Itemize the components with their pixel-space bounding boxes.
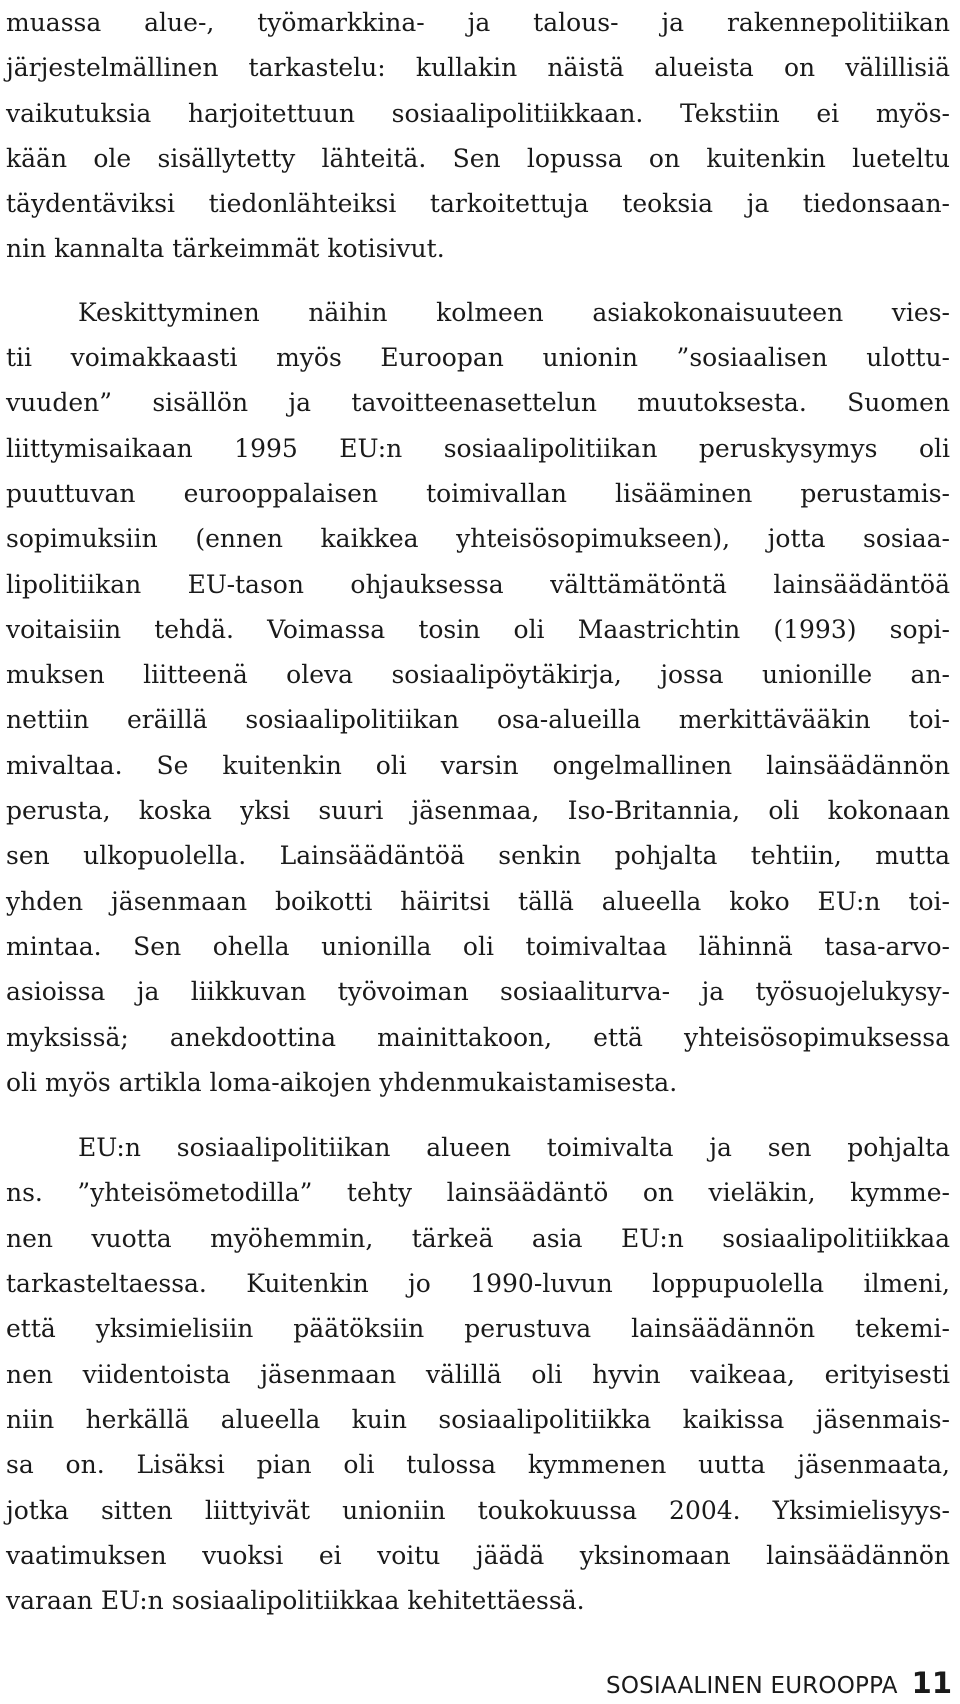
text-line: jotka sitten liittyivät unioniin toukokuussa 2004. Yksimielisyys- [6,1495,950,1525]
text-line: ns. ”yhteisömetodilla” tehty lainsäädäntö on vieläkin, kymme- [6,1178,950,1208]
text-line: myksissä; anekdoottina mainittakoon, että yhteisösopimuksessa [6,1022,950,1052]
text-line: niin herkällä alueella kuin sosiaalipolitiikka kaikissa jäsenmais- [6,1404,950,1434]
running-head: SOSIAALINEN EUROOPPA [606,1673,898,1699]
text-line: varaan EU:n sosiaalipolitiikkaa kehitettäessä. [6,1586,585,1616]
text-line: täydentäviksi tiedonlähteiksi tarkoitettuja teoksia ja tiedonsaan- [6,189,950,219]
text-line: kään ole sisällytetty lähteitä. Sen lopussa on kuitenkin lueteltu [6,143,950,173]
text-line: puuttuvan eurooppalaisen toimivallan lisääminen perustamis- [6,478,950,508]
text-line: sopimuksiin (ennen kaikkea yhteisösopimukseen), jotta sosiaa- [6,524,950,554]
text-line: voitaisiin tehdä. Voimassa tosin oli Maastrichtin (1993) sopi- [6,614,950,644]
text-line: nettiin eräillä sosiaalipolitiikan osa-alueilla merkittävääkin toi- [6,705,950,735]
text-line: oli myös artikla loma-aikojen yhdenmukaistamisesta. [6,1067,678,1097]
paragraph-2 [6,290,950,1105]
text-line: lipolitiikan EU-tason ohjauksessa välttämätöntä lainsäädäntöä [6,569,950,599]
text-line: tarkasteltaessa. Kuitenkin jo 1990-luvun loppupuolella ilmeni, [6,1269,950,1299]
page-body [6,0,950,1623]
paragraph-1 [6,0,950,272]
text-line: järjestelmällinen tarkastelu: kullakin näistä alueista on välillisiä [6,53,950,83]
text-line: sa on. Lisäksi pian oli tulossa kymmenen uutta jäsenmaata, [6,1450,950,1480]
text-line: että yksimielisiin päätöksiin perustuva lainsäädännön tekemi- [6,1314,950,1344]
text-line: perusta, koska yksi suuri jäsenmaa, Iso-Britannia, oli kokonaan [6,796,950,826]
page-footer [606,1666,952,1700]
text-line: nen viidentoista jäsenmaan välillä oli hyvin vaikeaa, erityisesti [6,1359,950,1389]
text-line: vaatimuksen vuoksi ei voitu jäädä yksinomaan lainsäädännön [6,1540,950,1570]
text-line: muksen liitteenä oleva sosiaalipöytäkirja, jossa unionille an- [6,660,950,690]
text-line: asioissa ja liikkuvan työvoiman sosiaaliturva- ja työsuojelukysy- [6,977,950,1007]
text-line: yhden jäsenmaan boikotti häiritsi tällä alueella koko EU:n toi- [6,886,950,916]
text-line: vaikutuksia harjoitettuun sosiaalipolitiikkaan. Tekstiin ei myös- [6,98,950,128]
text-line: mivaltaa. Se kuitenkin oli varsin ongelmallinen lainsäädännön [6,750,950,780]
page-number: 11 [911,1666,952,1700]
text-line: EU:n sosiaalipolitiikan alueen toimivalta ja sen pohjalta [78,1133,950,1163]
text-line: liittymisaikaan 1995 EU:n sosiaalipolitiikan peruskysymys oli [6,433,950,463]
text-line: mintaa. Sen ohella unionilla oli toimivaltaa lähinnä tasa-arvo- [6,931,950,961]
text-line: muassa alue-, työmarkkina- ja talous- ja rakennepolitiikan [6,8,950,37]
paragraph-3 [6,1125,950,1623]
text-line: sen ulkopuolella. Lainsäädäntöä senkin pohjalta tehtiin, mutta [6,841,950,871]
text-line: vuuden” sisällön ja tavoitteenasettelun muutoksesta. Suomen [6,388,950,418]
text-line: tii voimakkaasti myös Euroopan unionin ”sosiaalisen ulottu- [6,343,950,373]
text-line: Keskittyminen näihin kolmeen asiakokonaisuuteen vies- [78,297,950,327]
text-line: nin kannalta tärkeimmät kotisivut. [6,234,445,264]
text-line: nen vuotta myöhemmin, tärkeä asia EU:n sosiaalipolitiikkaa [6,1223,950,1253]
